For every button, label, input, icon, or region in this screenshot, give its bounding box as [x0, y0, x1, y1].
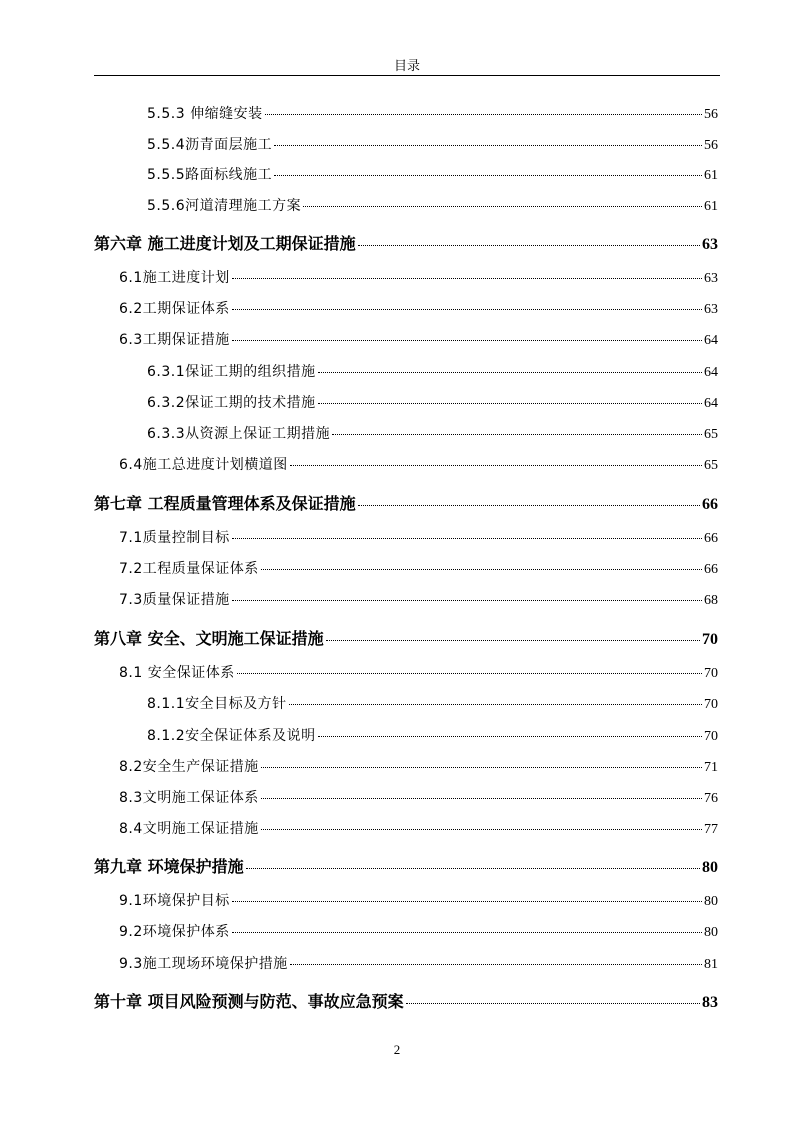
toc-entry-6-1[interactable] — [119, 267, 718, 287]
toc-entry-label: 6.2工期保证体系 — [119, 301, 230, 317]
toc-entry-label: 8.4文明施工保证措施 — [119, 821, 259, 837]
toc-entry-page: 66 — [704, 531, 718, 546]
toc-entry-page: 56 — [704, 107, 718, 122]
toc-entry-5-5-6[interactable] — [147, 195, 718, 215]
toc-chapter-7[interactable] — [94, 491, 718, 514]
toc-entry-page: 65 — [704, 427, 718, 442]
leader-dots — [265, 114, 702, 115]
toc-entry-page: 61 — [704, 199, 718, 214]
toc-entry-6-3[interactable] — [119, 329, 718, 349]
toc-entry-6-4[interactable] — [119, 454, 718, 474]
toc-entry-page: 76 — [704, 791, 718, 806]
toc-entry-label: 8.1.1安全目标及方针 — [147, 696, 287, 712]
toc-entry-8-1[interactable] — [119, 662, 718, 682]
toc-entry-label: 5.5.6河道清理施工方案 — [147, 198, 302, 214]
leader-dots — [232, 340, 702, 341]
toc-entry-label: 7.1质量控制目标 — [119, 530, 230, 546]
toc-entry-page: 68 — [704, 593, 718, 608]
leader-dots — [318, 403, 702, 404]
leader-dots — [232, 901, 702, 902]
leader-dots — [261, 829, 702, 830]
toc-entry-page: 65 — [704, 458, 718, 473]
toc-entry-label: 5.5.5路面标线施工 — [147, 167, 273, 183]
toc-entry-9-2[interactable] — [119, 921, 718, 941]
toc-entry-page: 70 — [704, 729, 718, 744]
leader-dots — [290, 465, 702, 466]
toc-chapter-page: 80 — [702, 859, 718, 876]
toc-entry-9-1[interactable] — [119, 890, 718, 910]
toc-entry-label: 8.1.2安全保证体系及说明 — [147, 728, 316, 744]
leader-dots — [261, 569, 702, 570]
leader-dots — [232, 538, 702, 539]
leader-dots — [318, 736, 702, 737]
toc-entry-page: 64 — [704, 396, 718, 411]
toc-entry-label: 7.3质量保证措施 — [119, 592, 230, 608]
toc-entry-label: 5.5.3 伸缩缝安装 — [147, 106, 263, 122]
toc-chapter-label: 第八章 安全、文明施工保证措施 — [94, 629, 324, 648]
leader-dots — [318, 372, 702, 373]
leader-dots — [358, 245, 700, 246]
toc-chapter-9[interactable] — [94, 854, 718, 877]
toc-chapter-label: 第六章 施工进度计划及工期保证措施 — [94, 234, 356, 253]
toc-chapter-label: 第七章 工程质量管理体系及保证措施 — [94, 494, 356, 513]
toc-entry-6-3-1[interactable] — [147, 361, 718, 381]
toc-entry-8-4[interactable] — [119, 818, 718, 838]
leader-dots — [274, 175, 702, 176]
toc-entry-label: 6.3.3从资源上保证工期措施 — [147, 426, 331, 442]
toc-entry-label: 7.2工程质量保证体系 — [119, 561, 259, 577]
leader-dots — [237, 673, 702, 674]
toc-entry-9-3[interactable] — [119, 953, 718, 973]
toc-entry-page: 81 — [704, 957, 718, 972]
toc-entry-page: 64 — [704, 365, 718, 380]
toc-chapter-page: 70 — [702, 631, 718, 648]
toc-entry-page: 70 — [704, 666, 718, 681]
leader-dots — [232, 309, 702, 310]
leader-dots — [232, 278, 702, 279]
toc-entry-5-5-3[interactable] — [147, 103, 718, 123]
leader-dots — [246, 868, 700, 869]
leader-dots — [358, 505, 700, 506]
toc-entry-page: 70 — [704, 697, 718, 712]
leader-dots — [232, 932, 702, 933]
toc-chapter-label: 第九章 环境保护措施 — [94, 857, 244, 876]
toc-entry-page: 63 — [704, 271, 718, 286]
toc-entry-7-1[interactable] — [119, 527, 718, 547]
toc-entry-page: 80 — [704, 894, 718, 909]
leader-dots — [290, 964, 702, 965]
toc-entry-page: 77 — [704, 822, 718, 837]
toc-entry-5-5-4[interactable] — [147, 134, 718, 154]
toc-entry-page: 63 — [704, 302, 718, 317]
toc-entry-label: 9.1环境保护目标 — [119, 893, 230, 909]
toc-entry-label: 5.5.4沥青面层施工 — [147, 137, 273, 153]
leader-dots — [289, 704, 702, 705]
toc-entry-5-5-5[interactable] — [147, 164, 718, 184]
toc-chapter-page: 83 — [702, 994, 718, 1011]
toc-entry-label: 6.1施工进度计划 — [119, 270, 230, 286]
toc-chapter-10[interactable] — [94, 989, 718, 1012]
toc-entry-label: 9.2环境保护体系 — [119, 924, 230, 940]
leader-dots — [303, 206, 702, 207]
toc-entry-7-3[interactable] — [119, 589, 718, 609]
toc-entry-6-3-2[interactable] — [147, 392, 718, 412]
leader-dots — [274, 145, 702, 146]
toc-entry-label: 8.3文明施工保证体系 — [119, 790, 259, 806]
toc-entry-page: 66 — [704, 562, 718, 577]
toc-entry-label: 9.3施工现场环境保护措施 — [119, 956, 288, 972]
toc-entry-8-1-1[interactable] — [147, 693, 718, 713]
toc-entry-6-2[interactable] — [119, 298, 718, 318]
toc-entry-8-1-2[interactable] — [147, 725, 718, 745]
toc-chapter-page: 66 — [702, 496, 718, 513]
toc-chapter-page: 63 — [702, 236, 718, 253]
toc-entry-page: 80 — [704, 925, 718, 940]
page-header-title: 目录 — [393, 59, 420, 74]
toc-entry-7-2[interactable] — [119, 558, 718, 578]
toc-entry-label: 8.1 安全保证体系 — [119, 665, 235, 681]
toc-entry-page: 61 — [704, 168, 718, 183]
leader-dots — [232, 600, 702, 601]
page-number: 2 — [393, 1042, 401, 1057]
leader-dots — [326, 640, 700, 641]
toc-entry-label: 6.3.1保证工期的组织措施 — [147, 364, 316, 380]
toc-entry-8-2[interactable] — [119, 756, 718, 776]
toc-entry-page: 64 — [704, 333, 718, 348]
toc-chapter-label: 第十章 项目风险预测与防范、事故应急预案 — [94, 992, 404, 1011]
toc-entry-label: 6.3工期保证措施 — [119, 332, 230, 348]
toc-entry-page: 71 — [704, 760, 718, 775]
leader-dots — [332, 434, 702, 435]
leader-dots — [406, 1003, 700, 1004]
toc-entry-label: 8.2安全生产保证措施 — [119, 759, 259, 775]
toc-entry-8-3[interactable] — [119, 787, 718, 807]
leader-dots — [261, 798, 702, 799]
toc-chapter-6[interactable] — [94, 231, 718, 254]
toc-entry-6-3-3[interactable] — [147, 423, 718, 443]
toc-entry-label: 6.3.2保证工期的技术措施 — [147, 395, 316, 411]
toc-chapter-8[interactable] — [94, 626, 718, 649]
toc-entry-page: 56 — [704, 138, 718, 153]
toc-entry-label: 6.4施工总进度计划横道图 — [119, 457, 288, 473]
leader-dots — [261, 767, 702, 768]
